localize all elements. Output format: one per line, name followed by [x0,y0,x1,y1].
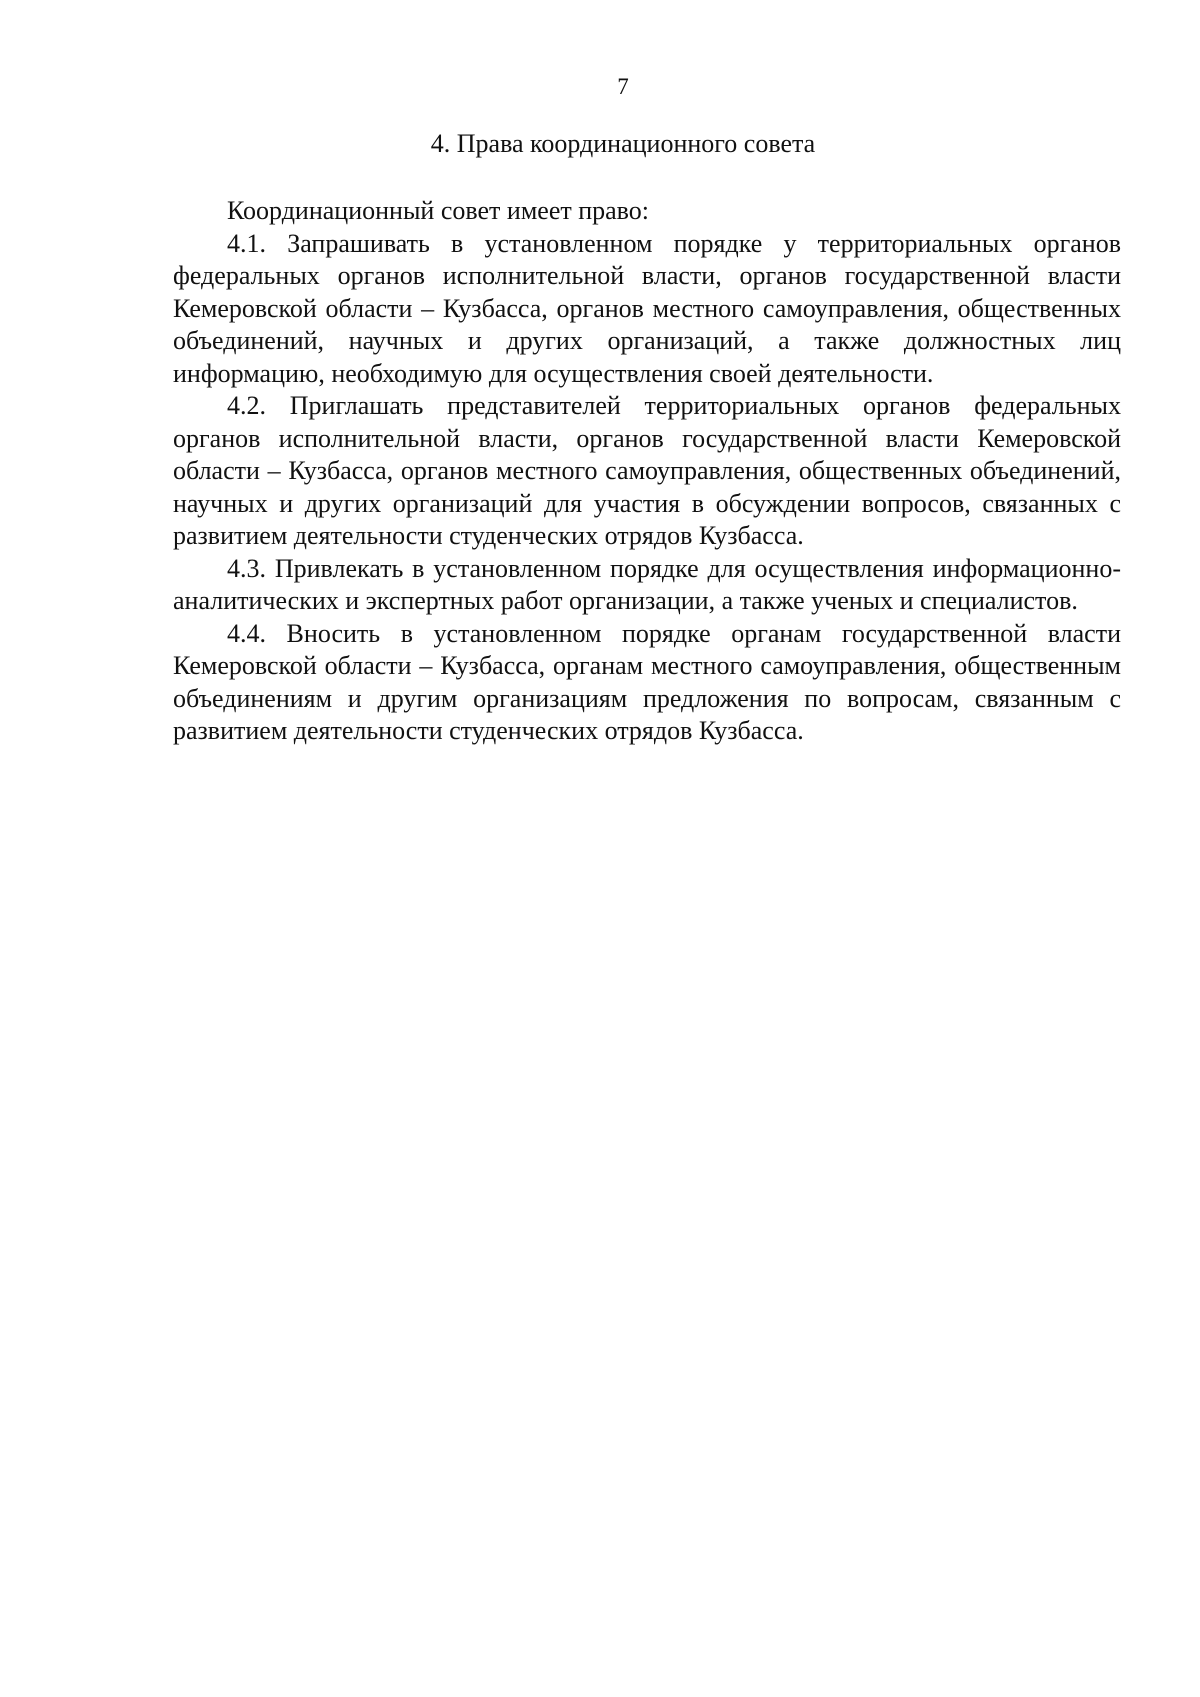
paragraph-4-1: 4.1. Запрашивать в установленном порядке у территориальных органов федеральных органов исполнительной власти, органов государственной власти Кемеровской области – Кузбасса, органов местного самоуправления, общественных объединений, научных и других организаций, а также должностных лиц информацию, необходимую для осуществления своей деятельности. [173,228,1121,388]
page-number: 7 [617,74,629,99]
paragraph-4-2: 4.2. Приглашать представителей территориальных органов федеральных органов исполнительной власти, органов государственной власти Кемеровской области – Кузбасса, органов местного самоуправления, общественных объединений, научных и других организаций для участия в обсуждении вопросов, связанных с развитием деятельности студенческих отрядов Кузбасса. [173,391,1121,550]
paragraph-4-4: 4.4. Вносить в установленном порядке органам государственной власти Кемеровской области – Кузбасса, органам местного самоуправления, общественным объединениям и другим организациям предложения по вопросам, связанным с развитием деятельности студенческих отрядов Кузбасса. [173,618,1121,745]
paragraph-4-3: 4.3. Привлекать в установленном порядке для осуществления информационно-аналитических и экспертных работ организации, а также ученых и специалистов. [173,553,1121,615]
document-body [173,195,1121,748]
section-title: 4. Права координационного совета [430,129,816,158]
intro-paragraph: Координационный совет имеет право: [227,196,649,225]
